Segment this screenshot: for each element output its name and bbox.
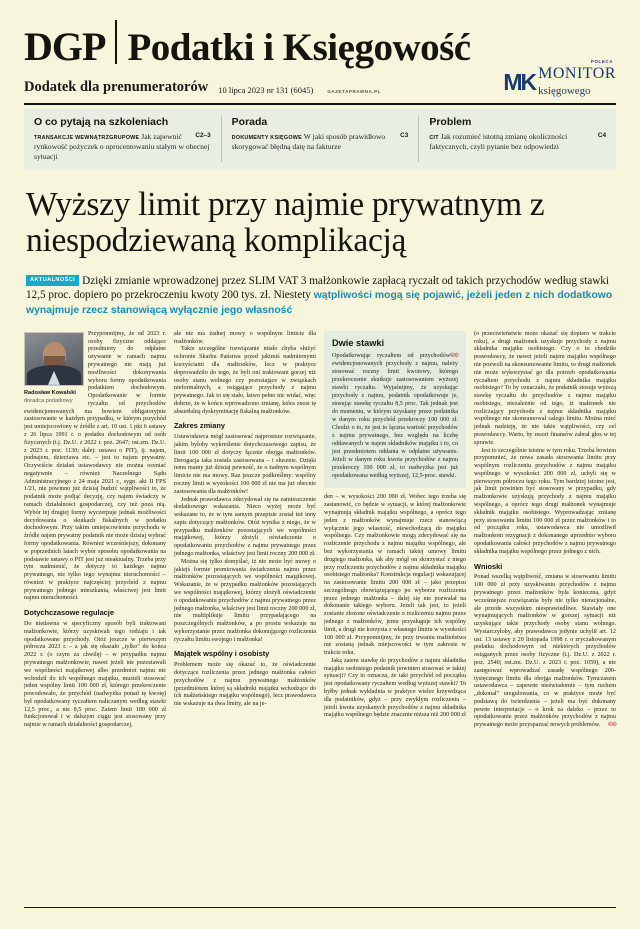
teaser-text: W jaki sposób prawidłowo skorygować błędną datę na fakturze: [231, 132, 386, 152]
teaser-item-3[interactable]: [418, 116, 616, 162]
teaser-title: Porada: [231, 116, 268, 128]
copyright-mark: ©℗: [608, 722, 616, 729]
mk-logo: [503, 66, 616, 98]
teaser-body: [34, 132, 211, 162]
author-photo: [24, 332, 84, 386]
author-role: doradca podatkowy: [24, 398, 73, 405]
article-headline: Wyższy limit przy najmie prywatnym z niespodziewaną komplikacją: [26, 186, 545, 260]
masthead: [24, 0, 616, 67]
paragraph: Przypomnijmy, że od 2023 r. osoby fizyczne oddające przedmioty do odpłatne używanie w ramach najmu prywatnego nie mają już możliwości dokonywania wyboru formy opodatkowania podatkiem dochodowym. Opodatkowanie w formie ryczałtu od przychodów ewidencjonowanych ma bowiem obligatoryjnie zastosowanie w każdym przypadku, w którym przychód jest umiejscowiony w źródle z art. 10 ust. 1 pkt 6 ustawy z 26 lipca 1991 r. o podatku dochodowym od osób fizycznych (t.j. Dz.U. z 2022 r. poz. 2647; ost.zm. Dz.U. z 2023 r. poz. 1130; dalej: ustawa o PIT), tj. najem, podnajem, dzierżawa etc. – jest to najem prywatny. Oczywiście działań ustawodawcy nie można oceniać negatywnie – również Naczelnego Sądu Administracyjnego z 24 maja 2021 r., sygn. akt II FPS 1/21, nie powinno już dzisiaj budzić wątpliwości to, że podatnik może podjąć decyzję, czy najem świadczy w ramach działalności gospodarczej, czy też poza nią. Wybór tej drugiej formy wyczerpuje jednak możliwości decydowania o skutkach fiskalnych w podatku dochodowym. Przy takim umiejscowieniu przychodu w źródle najem prywatny podatnik nie może dzisiaj wybrać formy opodatkowania. Również wcześniejszy, dokonany w poprzednich latach wybór sposobu opodatkowania na podstawie ustawy o PIT jest już nieaktualny. Trzeba przy tym nadmienić, że dotyczy to każdego najmu prywatnego, nie tylko tego wynajmu nieruchomości – również w praktyce najczęściej przychód z najmu prywatnego jednego mieszkania, właściwej jest limit najmu nieruchomości.: [24, 330, 166, 602]
teaser-kicker: TRANSAKCJE WEWNĄTRZGRUPOWE: [34, 135, 140, 141]
lede-accent-text: wątpliwości mogą się pojawić, jeżeli jeden z nich dodatkowo wynajmuje rzecz stanowiącą wyłącznie jego własność: [26, 290, 613, 317]
masthead-rule: [24, 103, 616, 105]
teaser-title: Problem: [429, 116, 472, 128]
dgp-logo: DGP: [24, 24, 106, 69]
supplement-title: Podatki i Księgowość: [127, 26, 471, 69]
subscriber-label: Dodatek dla prenumeratorów: [24, 79, 209, 95]
monitor-promo: [503, 59, 616, 98]
section-heading-majatek: Majątek wspólny i osobisty: [174, 649, 270, 659]
ksiegowego-label: księgowego: [538, 85, 591, 97]
paragraph: Do niedawna w specyficzny sposób byli traktowani małżonkowie, którzy uzyskiwali tego rodzaju i tak opodatkowane przychody. Otóż jeszcze w pierwszym półroczu 2023 r. – a jak się okazało „tylko" do końca 2022 r. (o czym za chwilę) – w przypadku najmu prywatnego małżonkowie, nawet jeżeli nie pozostawali we wspólności majątkowej albo przedmiot najmu nie wchodził do ich wspólnego majątku, musieli stosować jeden wspólny limit 100 000 zł, którego przekroczenie powodowało, że przychód (nadwyżka ponad tę kwotę) był opodatkowany ryczałtem naliczanym według stawki 12,5 proc., a nie 8,5 proc. Zatem limit 100 000 zł funkcjonował i w dalszym ciągu jest stosowany przy najmie w ramach działalności gospodarczej,: [24, 621, 166, 729]
paragraph: Można się tylko domyślać, iż nie może być mowy o jakiejś formie premiowania świadczenia najmu przez małżonków pozostających we wspólności majątkowej. Wskazanie, że w przypadku małżonków pozostających we wspólności majątkowej, którzy złożyli oświadczenie o opodatkowaniu przychodów z najmu prywatnego przez jednego małżonka, właściwy jest limit roczny 200 000 zł, nie multiplikuje limitu przypadającego na poszczególnych małżonków, a po prostu wskazuje na wykorzystanie przez małżonka dokonującego rozliczenia ryczałtu limitu swojego i małżonka!: [174, 558, 316, 643]
teaser-item-1[interactable]: [24, 116, 221, 162]
masthead-divider: [115, 20, 117, 64]
author-name: Radosław Kowalski: [24, 389, 76, 396]
teaser-page-ref: C2–3: [195, 132, 211, 139]
sidebar-box-body: [332, 353, 458, 480]
paragraph: (o przeciwieństwie może okazać się dopiero w trakcie roku), a drugi małżonek uzyskuje przychody z najmu składnika majątku osobistego. Czy o to chodziło prawodawcy, że nawet jeżeli najem majątku wspólnego nie pozwoli na skonsumowanie limitu, to drugi małżonek nie może wykorzystać go dla potrzeb opodatkowania ryczałtem przychodu z najmu składnika majątku osobistego? To by oznaczało, że podatnik stosuje wyższą stawkę ryczałtu do przychodów z najmu majątku osobistego, niezależnie od tego, iż małżonek nie rozliczający przychodu z najmu składnika majątku wspólnego nie skonsumował całego limitu. Można mieć jednak nadzieję, że nie takie wątpliwości, czy cel prawodawcy. Warto, by resort finansów zabrał głos w tej sprawie.: [474, 330, 616, 446]
sidebar-box-title: Dwie stawki: [332, 337, 385, 348]
copyright-mark: ©℗: [450, 353, 458, 360]
teaser-body: [232, 132, 409, 152]
conclusion-text: Ponad wszelką wątpliwość, zmiana w stosowaniu limitu 100 000 zł przy uzyskiwaniu przychodów z najmu prywatnego przez małżonków była konieczna, gdyż wcześniejsze rozwiązania były nie tylko nieracjonalne, ale przede wszystkim niesprawiedliwe. Stawiały one wynajmujących małżonków w gorszej sytuacji niż uzyskujące takie przychody osoby stanu wolnego. Wystarczyłoby, aby prawodawca jedynie uchylił art. 12 ust. 13 ustawy z 20 listopada 1998 r. o zryczałtowanym podatku dochodowym od niektórych przychodów osiąganych przez osoby fizyczne (t.j. Dz.U. z 2022 r. poz. 2540; ost.zm. Dz.U. z 2023 r. poz. 1059), a nie zastępować wprowadzać zasadę wspólnego 200-tysięcznego limitu dla obojga małżonków. Tymczasem ustawodawca – zapewne nieświadomie – tym ruchem „dokonał" uregulowania, co w praktyce może być podstawą do twierdzenia – jeżeli ma być dokonany pewne interpretacje – o krok za daleko – przez to opodatkowanie przez małżonków przychodów z najmu prywatnego może przysparzać nowych problemów.: [474, 574, 616, 729]
article-column-1: [24, 331, 166, 730]
paragraph: Ustawodawca mógł zastosować najprostsze rozwiązanie, jakim byłoby wykreślenie dotychczasowego zapisu, że limit 100 000 zł dotyczy łącznie obojga małżonków. Derogacja taka została zastosowana – i słusznie. Dzięki temu mamy już dzisiaj pewność, że o żadnym wspólnym limicie nie ma mowy. Raz jeszcze podkreślmy: wspólny roczny limit w wysokości 100 000 zł nie ma już obecnie zastosowania dla małżonków!: [174, 434, 316, 495]
paragraph: Takie szczególne rozwiązanie miało chyba służyć ochronie Skarbu Państwa przed jakimiś nadmiernymi korzyściami dla małżonków, lecz w praktyce doprowadziło do tego, że byli oni traktowani gorzej niż osoby stanu wolnego czy pozostające w związkach nieformalnych, a osiągające przychody z najmu prywatnego. Jak to się stało, łatwo pełno nic widać, więc dobrze, że w końcu wprowadzono zmianę, która znosi tę absurdalną dyskryminację fiskalną małżonków.: [174, 346, 316, 415]
teaser-body: [429, 132, 606, 152]
mk-wordmark: [538, 66, 616, 98]
teaser-text: Jak zapewnić rynkowość pożyczek o oprocentowaniu stałym w obecnej sytuacji: [34, 132, 210, 162]
paragraph: ale nie ma żadnej mowy o wspólnym limicie dla małżonków.: [174, 330, 316, 345]
author-block: [24, 332, 82, 405]
teaser-item-2[interactable]: [221, 116, 419, 162]
teaser-text: Jak rozumieć istotną zmianę okoliczności faktycznych, czyli pytanie bez odpowiedzi: [429, 132, 568, 152]
paragraph: Jest to szczególnie istotne w tym roku. Trzeba bowiem przypomnieć, że nowa zasada stosowania limitu przy wspólnym rozliczeniu przychodów z najmu majątku wspólnego w wysokości 200 000 zł, uchyli się w pierwszym półroczu tego roku. Tym bardziej istotne jest, jak limit powinien być stosowany w przypadku, gdy małżonkowie uzyskują przychody z najmu majątku wspólnego, a oprócz tego drugi małżonek wynajmuje składnik majątku osobistego. Wyprowadzając zmianę przy stosowaniu limitu 100 000 zł przez małżonków i to od początku roku, ustawodawca nie umożliwił małżonkom rezygnacji z dokonanego uprzednio wyboru opodatkowania całości przychodów z najmu prywatnego składnika majątku wspólnego przez jednego z nich.: [474, 447, 616, 555]
sidebar-box-text: Opodatkowując ryczałtem od przychodów ewidencjonowanych przychody z najmu, należy stosować roczny limit kwotowy, którego przekroczenie skutkuje zastosowaniem wyższej stawki ryczałtu. Wyjaśnijmy, że uzyskując przychody z najmu, podatnik opodatkowuje je, stosując stawkę ryczałtu 8,5 proc. Tak jednak jest do momentu, w którym uzyskany przez podatnika w danym roku przychód przekroczy 100 000 zł. Chodzi o to, że jest to łączna wartość przychodów z najmu prywatnego, bez względu na liczbę oddawanych w najem składników majątku i to, co jest przedmiotem oddania w odpłatne używanie. Jeżeli w danym roku kwota przychodów z najmu przekroczy 100 000 zł, to nadwyżka jest już opodatkowana według wyższej, 12,5-proc. stawki.: [332, 353, 458, 479]
paragraph: [474, 574, 616, 730]
teaser-kicker: DOKUMENTY KSIĘGOWE: [231, 135, 302, 141]
section-heading-zakres-zmiany: Zakres zmiany: [174, 421, 225, 431]
article-lede: [26, 274, 616, 318]
teaser-page-ref: C4: [597, 132, 607, 139]
article-column-2: [174, 331, 316, 730]
masthead-brand-group: [24, 16, 471, 67]
paragraph: Jaką zatem stawkę do przychodów z najmu składnika majątku osobistego podatnik powinien stosować w takiej sytuacji? Czy to oznacza, że taki przychód od początku jest opodatkowany ryczałtem według wyższej stawki? To byłby jednak wykładnia w praktyce wielce krzywdząca dla podatników, gdyż – przy zwykłym rozliczeniu – jeżeli kwota uzyskanych przychodów z najmu składnika majątku wspólnego będzie znacznie niższa niż 200 000 zł: [324, 657, 466, 719]
section-heading-dotychczasowe: Dotychczasowe regulacje: [24, 608, 114, 618]
sidebar-box-dwie-stawki: [324, 331, 466, 489]
teaser-bar: [24, 109, 616, 170]
paragraph: Problemem może się okazać to, że oświadczenie dotyczące rozliczenia przez jednego małżonka całości przychodów z najmu prywatnego małżonków (przedmiotem której są składniki majątku wchodzące do ich małżeńskiego majątku wspólnego), lecz prawodawca nie wskazuje na dwa limity, ale na je-: [174, 662, 316, 708]
monitor-label: MONITOR: [538, 65, 616, 82]
paragraph: Jednak prawodawca zdecydował się na zamieszczenie dodatkowego wskazania. Nieco wyżej może być wskazane to, że w tym samym przepisie został też inny zapis dotyczący małżonków. Otóż wynika z niego, że w przypadku małżonków pozostających we wspólności majątkowej, którzy złożyli oświadczenie o opodatkowaniu przychodów z najmu prywatnego przez jednego małżonka, właściwy jest limit roczny 200 000 zł.: [174, 496, 316, 558]
article-column-3: [324, 331, 466, 730]
footer-rule: [24, 907, 616, 908]
teaser-title: O co pytają na szkoleniach: [34, 116, 169, 128]
issue-date: 10 lipca 2023 nr 131 (6045): [218, 85, 314, 95]
teaser-kicker: CIT: [429, 135, 439, 141]
section-badge: AKTUALNOŚCI: [26, 275, 79, 286]
article-body: [24, 331, 616, 730]
mk-monogram-icon: MK: [503, 68, 536, 95]
section-heading-wnioski: Wnioski: [474, 561, 503, 571]
lede-plain-text: Dzięki zmianie wprowadzonej przez SLIM VAT 3 małżonkowie zapłacą ryczałt od takich przychodów według stawki 12,5 proc. dopiero po przekroczeniu kwoty 200 tys. zł. Niestety: [26, 274, 609, 302]
site-url: GAZETAPRAWNA.PL: [327, 89, 381, 94]
article-column-4: [474, 331, 616, 730]
paragraph: den – w wysokości 200 000 zł. Wobec tego trzeba się zastanowić, co będzie w sytuacji, w której małżonkowie wynajmują składnik majątku wspólnego, a oprócz tego jeden z małżonków wynajmuje rzecz stanowiącą wyłącznie jego własność, niewchodzącą do majątku wspólnego. Czy małżonkowie mogą zdecydować się na rozliczenie przychodu z najmu majątku wspólnego, ale bez wykorzystania w ramach takiej umowy limitu drugiego małżonka, tak aby mógł on skorzystać z niego przy rozliczeniu przychodów z najmu składnika majątku osobistego małżonka? Konstrukcja regulacji wskazującej na zastosowanie limitu 200 000 zł – jako przepisu szczególnego obowiązującego po wyborze rozliczenia przez jednego małżonka – dalej się nie pozwalał na dokonanie takiego wyboru. Jeżeli tak jest, to jeżeli zostanie złożone oświadczenie o rozliczeniu najmu przez jednego z małżonków, jemu przysługuje ich wspólny limit, a drugi nie korzysta z własnego limitu w wysokości 100 000 zł. Przypomnijmy, że przy trwaniu małżeństwa nie zostaną jednak miejscowości w tym zakresie w trakcie roku.: [324, 494, 466, 657]
poleca-label: POLECA: [590, 59, 613, 64]
masthead-subrow: [24, 59, 616, 97]
teaser-page-ref: C3: [400, 132, 409, 139]
